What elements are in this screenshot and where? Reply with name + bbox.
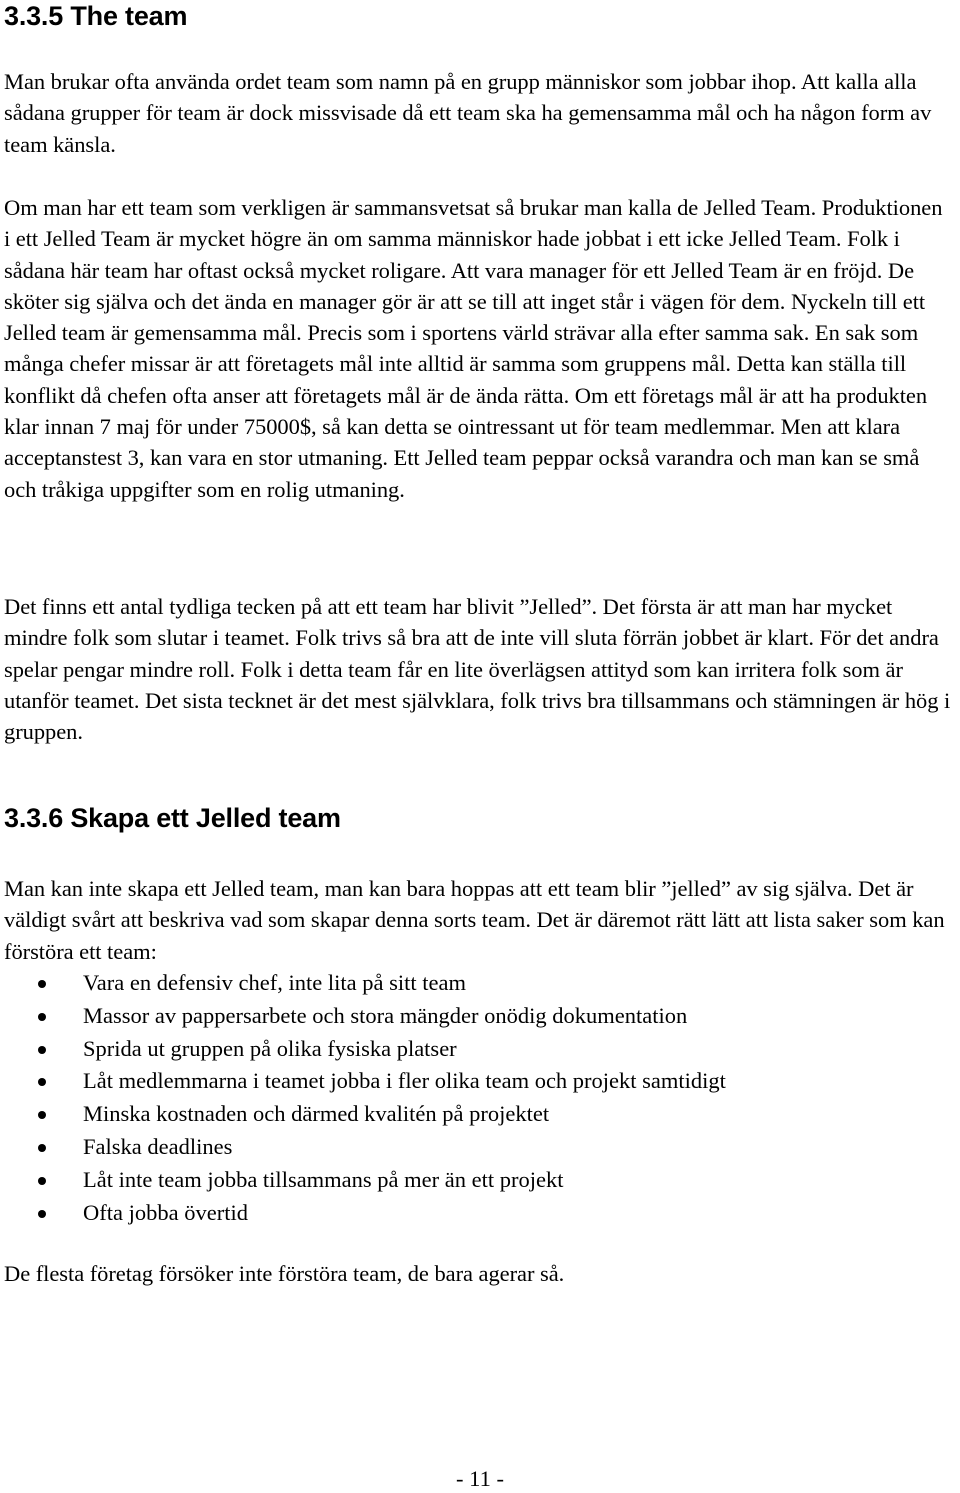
list-item xyxy=(0,1065,950,1098)
page-number: - 11 - xyxy=(456,1466,504,1491)
list-item xyxy=(0,1098,950,1131)
paragraph-jelled-signs: Det finns ett antal tydliga tecken på att ett team har blivit ”Jelled”. Det första är att man har mycket mindre folk som slutar i teamet. Folk trivs så bra att de inte vill sluta förrän jobbet är klart. För det andra spelar pengar mindre roll. Folk i detta team får en lite överlägsen attityd som kan irritera folk som är utanför teamet. Det sista tecknet är det mest självklara, folk trivs bra tillsammans och stämningen är hög i gruppen. xyxy=(4,594,951,745)
list-item xyxy=(0,967,950,1000)
list-item xyxy=(0,1197,950,1230)
bullet-icon xyxy=(38,1078,46,1086)
bullet-icon xyxy=(38,1144,46,1152)
list-item-text: Ofta jobba övertid xyxy=(83,1199,248,1225)
team-destroyers-list xyxy=(0,967,950,1229)
list-item-text: Låt inte team jobba tillsammans på mer än ett projekt xyxy=(83,1166,564,1192)
list-item-text: Massor av pappersarbete och stora mängder onödig dokumentation xyxy=(83,1002,688,1028)
paragraph-skapa-intro: Man kan inte skapa ett Jelled team, man kan bara hoppas att ett team blir ”jelled” av sig själva. Det är väldigt svårt att beskriva vad som skapar denna sorts team. Det är däremot rätt lätt att lista saker som kan förstöra ett team: xyxy=(4,876,945,964)
paragraph-jelled-team: Om man har ett team som verkligen är sammansvetsat så brukar man kalla de Jelled Team. Produktionen i ett Jelled Team är mycket högre än om samma människor hade jobbat i ett icke Jelled Team. Folk i sådana här team har oftast också mycket roligare. Att vara manager för ett Jelled Team är en fröjd. De sköter sig själva och det ända en manager gör är att se till att inget står i vägen för dem. Nyckeln till ett Jelled team är gemensamma mål. Precis som i sportens värld strävar alla efter samma sak. En sak som många chefer missar är att företagets mål inte alltid är samma som gruppens mål. Detta kan ställa till konflikt då chefen ofta anser att företagets mål är de ända rätta. Om ett företags mål är att ha produkten klar innan 7 maj för under 75000$, så kan detta se ointressant ut för team medlemmar. Men att klara acceptanstest 3, kan vara en stor utmaning. Ett Jelled team peppar också varandra och man kan se små och tråkiga uppgifter som en rolig utmaning. xyxy=(4,195,943,502)
list-item-text: Vara en defensiv chef, inte lita på sitt team xyxy=(83,970,466,995)
section-heading-skapa-jelled-team: 3.3.6 Skapa ett Jelled team xyxy=(4,803,341,833)
bullet-icon xyxy=(38,980,46,988)
bullet-icon xyxy=(38,1177,46,1185)
list-item xyxy=(0,1033,950,1066)
bullet-icon xyxy=(38,1013,46,1021)
paragraph-team-definition: Man brukar ofta använda ordet team som namn på en grupp människor som jobbar ihop. Att kalla alla sådana grupper för team är dock missvisade då ett team ska ha gemensamma mål och ha någon form av team känsla. xyxy=(4,69,932,157)
list-item xyxy=(0,1000,950,1033)
list-item-text: Minska kostnaden och därmed kvalitén på projektet xyxy=(83,1101,550,1127)
list-item-text: Sprida ut gruppen på olika fysiska platser xyxy=(83,1035,457,1061)
list-item-text: Låt medlemmarna i teamet jobba i fler olika team och projekt samtidigt xyxy=(83,1068,726,1094)
bullet-icon xyxy=(38,1046,46,1054)
bullet-icon xyxy=(38,1111,46,1119)
section-heading-the-team: 3.3.5 The team xyxy=(4,1,188,31)
list-item xyxy=(0,1131,950,1164)
bullet-icon xyxy=(38,1210,46,1218)
list-item xyxy=(0,1164,950,1197)
paragraph-closing: De flesta företag försöker inte förstöra team, de bara agerar så. xyxy=(4,1261,565,1286)
list-item-text: Falska deadlines xyxy=(83,1133,233,1159)
